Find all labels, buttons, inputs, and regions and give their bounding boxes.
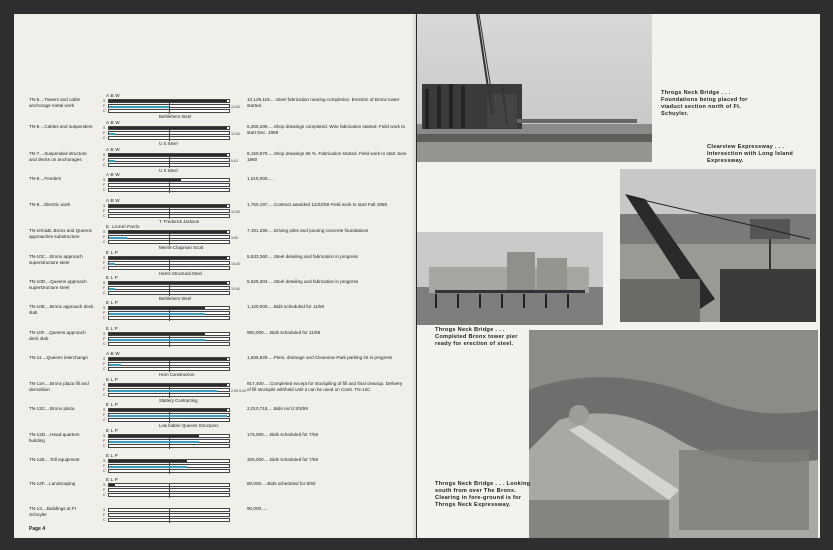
- caption-foundations: Throgs Neck Bridge . . . Foundations being placed for viaduct section north of Ft. Schuyler.: [661, 90, 748, 117]
- progress-track: [108, 230, 230, 234]
- subcontractor-label: Bethlehem Steel: [159, 296, 192, 301]
- progress-fill-actual: [109, 441, 199, 443]
- schedule-row: [29, 120, 409, 148]
- completion-date: 3-60: [231, 236, 239, 240]
- progress-track: [108, 266, 230, 270]
- progress-track: [108, 493, 230, 497]
- row-label: TN-12C....Bronx plaza: [29, 406, 75, 411]
- row-label: TN-6....Cables and suspenders: [29, 124, 93, 129]
- amount-status: 9,150,970.....Shop drawings 65 %. Fabrication started. Field work to start June 1960: [247, 151, 407, 162]
- completion-date: 12-60: [231, 132, 241, 136]
- progress-fill-actual: [109, 313, 205, 315]
- progress-fill: [109, 484, 115, 486]
- row-label: TN-12D....Head-quarters building: [29, 432, 80, 443]
- progress-track: [108, 281, 230, 285]
- progress-track: [108, 104, 230, 108]
- progress-fill-actual: [109, 415, 227, 417]
- amount-status: 2,010,718.....Bids rec'd 3/3/59: [247, 406, 308, 411]
- amount-status: 1,015,000.....: [247, 176, 274, 181]
- progress-track: [108, 508, 230, 512]
- progress-track: [108, 188, 230, 192]
- progress-track: [108, 357, 230, 361]
- progress-track: [108, 183, 230, 187]
- schedule-row: [29, 326, 409, 354]
- completion-date: 12-60: [231, 210, 241, 214]
- completion-date: 12-60: [231, 105, 241, 109]
- progress-track: [108, 163, 230, 167]
- progress-track: [108, 256, 230, 260]
- progress-fill-actual: [109, 390, 217, 392]
- track-divider: [169, 518, 170, 523]
- track-divider: [169, 469, 170, 474]
- phase-letters: S F C: [103, 383, 106, 397]
- amount-status: 917,400.....Completed except for stockpiling of fill and final cleanup. Delivery of fill stockpile withheld until it can be used on Contr. TN-12C: [247, 381, 403, 392]
- phase-letters: S F C: [103, 459, 106, 473]
- amount-status: 325,000.....Bids scheduled for 7/59: [247, 457, 318, 462]
- amount-status: 1,120,000.....Bids scheduled for 11/59: [247, 304, 325, 309]
- amount-status: 10,129,119.....Steel fabrication nearing completion. Erection of Bronx tower started: [247, 97, 400, 108]
- phase-letters: S F C: [103, 408, 106, 422]
- amount-status: 7,191,290.....Driving piles and pouring concrete foundations: [247, 228, 369, 233]
- progress-track: [108, 469, 230, 473]
- progress-fill: [109, 231, 227, 233]
- contractor-label: A B W: [106, 198, 120, 203]
- progress-fill: [109, 435, 199, 437]
- progress-track: [108, 513, 230, 517]
- row-label: TN-12E....Toll equipment: [29, 457, 80, 462]
- row-label: TN-10C....Bronx approach superstructure steel: [29, 254, 83, 265]
- phase-letters: S F C: [103, 332, 106, 346]
- progress-track: [108, 464, 230, 468]
- amount-status: 176,000.....Bids scheduled for 7/59: [247, 432, 318, 437]
- subcontractor-label: Harris Structural Steel: [159, 271, 202, 276]
- schedule-row: [29, 198, 409, 226]
- row-label: TN-9....Electric work: [29, 202, 71, 207]
- subcontractor-label: U S Steel: [159, 141, 178, 146]
- contractor-label: A B W: [106, 120, 120, 125]
- progress-track: [108, 291, 230, 295]
- subcontractor-label: Low bidder-Queens Structures: [159, 423, 219, 428]
- amount-status: 960,000.....Bids scheduled for 11/59: [247, 330, 321, 335]
- progress-track: [108, 178, 230, 182]
- progress-fill: [109, 205, 227, 207]
- schedule-row: [29, 147, 409, 175]
- contractor-label: E L P: [106, 275, 119, 280]
- progress-track: [108, 444, 230, 448]
- schedule-row: [29, 224, 409, 252]
- progress-track: [108, 488, 230, 492]
- progress-fill: [109, 100, 227, 102]
- schedule-row: [29, 93, 409, 121]
- progress-track: [108, 337, 230, 341]
- track-divider: [169, 342, 170, 347]
- progress-fill-actual: [109, 364, 121, 366]
- progress-fill-actual: [109, 339, 205, 341]
- progress-track: [108, 126, 230, 130]
- row-label: TN-12F....Landscaping: [29, 481, 76, 486]
- amount-status: 1,935,829.....Piers, drainage and Clearview Park parking lot in progress: [247, 355, 393, 360]
- contractor-label: E L P: [106, 402, 119, 407]
- progress-track: [108, 311, 230, 315]
- progress-fill: [109, 409, 227, 411]
- row-label: TN-10E....Bronx approach deck slab: [29, 304, 94, 315]
- amount-status: 90,000.....: [247, 506, 268, 511]
- progress-track: [108, 204, 230, 208]
- subcontractor-label: T. Frederick Jackson: [159, 219, 200, 224]
- schedule-row: [29, 453, 409, 481]
- phase-letters: S F C: [103, 230, 106, 244]
- contractor-label: E L P: [106, 250, 119, 255]
- row-label: TN-10A&B..Bronx and Queens approaches substructure: [29, 228, 92, 239]
- progress-track: [108, 342, 230, 346]
- progress-fill: [109, 282, 227, 284]
- progress-track: [108, 261, 230, 265]
- phase-letters: S F C: [103, 508, 106, 522]
- subcontractor-label: Merritt-Chapman Scott: [159, 245, 204, 250]
- schedule-row: [29, 506, 409, 530]
- schedule-row: [29, 351, 409, 379]
- progress-fill: [109, 257, 227, 259]
- amount-status: 6,258,339.....Shop drawings completed. Wire fabrication started. Field work to start Dec. 1959: [247, 124, 406, 135]
- contractor-label: E L P: [106, 300, 119, 305]
- progress-fill: [109, 179, 181, 181]
- phase-letters: S F C: [103, 306, 106, 320]
- progress-track: [108, 136, 230, 140]
- amount-status: 80,000.....Bids scheduled for 8/60: [247, 481, 316, 486]
- completion-date: 10-60: [231, 287, 241, 291]
- progress-fill: [109, 358, 227, 360]
- progress-fill-actual: [109, 106, 169, 108]
- contractor-label: E L P: [106, 477, 119, 482]
- subcontractor-label: Slattery Contracting: [159, 398, 198, 403]
- progress-track: [108, 518, 230, 522]
- track-divider: [169, 316, 170, 321]
- progress-track: [108, 316, 230, 320]
- contractor-label: E L P: [106, 326, 119, 331]
- completion-date: 10-60: [231, 262, 241, 266]
- row-label: TN-5....Towers and cable anchorage metal work: [29, 97, 81, 108]
- progress-track: [108, 393, 230, 397]
- caption-clearview: Clearview Expressway . . . Intersection with Long Island Expressway.: [707, 144, 794, 164]
- subcontractor-label: Bethlehem Steel: [159, 114, 192, 119]
- row-label: TN-8....Fenders: [29, 176, 62, 181]
- phase-letters: S F C: [103, 483, 106, 497]
- progress-fill: [109, 154, 227, 156]
- photo-tower-pier: [417, 232, 603, 325]
- progress-track: [108, 459, 230, 463]
- contractor-label: A B W: [106, 93, 120, 98]
- progress-track: [108, 209, 230, 213]
- progress-track: [108, 362, 230, 366]
- phase-letters: S F C: [103, 434, 106, 448]
- schedule-row: [29, 172, 409, 200]
- progress-track: [108, 439, 230, 443]
- contractor-label: A B W: [106, 172, 120, 177]
- amount-status: 5,533,360.....Steel detailing and fabrication in progress: [247, 254, 359, 259]
- row-label: TN-13....Buildings at Ft Schuyler: [29, 506, 76, 517]
- progress-track: [108, 367, 230, 371]
- progress-track: [108, 408, 230, 412]
- progress-track: [108, 158, 230, 162]
- progress-fill-actual: [109, 263, 115, 265]
- row-label: TN-7....Suspended structure and decks on anchorages: [29, 151, 87, 162]
- phase-letters: S F C: [103, 357, 106, 371]
- progress-track: [108, 332, 230, 336]
- progress-track: [108, 286, 230, 290]
- schedule-row: [29, 402, 409, 430]
- page-number: Page 4: [29, 526, 46, 532]
- left-page: [14, 14, 416, 538]
- schedule-row: [29, 477, 409, 505]
- progress-track: [108, 153, 230, 157]
- row-label: TN-12A....Bronx plaza fill and demolition: [29, 381, 89, 392]
- schedule-row: [29, 377, 409, 405]
- progress-track: [108, 235, 230, 239]
- phase-letters: S F C: [103, 256, 106, 270]
- completion-date: 6-61: [231, 159, 239, 163]
- track-divider: [169, 188, 170, 193]
- progress-fill-actual: [109, 237, 127, 239]
- contractor-label: A B W: [106, 147, 120, 152]
- progress-track: [108, 131, 230, 135]
- row-label: TN-10D....Queens approach superstructure steel: [29, 279, 87, 290]
- track-divider: [169, 444, 170, 449]
- row-label: TN-11....Queens interchange: [29, 355, 88, 360]
- phase-letters: S F C: [103, 99, 106, 113]
- photo-clearview: [620, 169, 816, 322]
- progress-fill: [109, 460, 187, 462]
- phase-letters: S F C: [103, 178, 106, 192]
- contractor-label: E L P: [106, 453, 119, 458]
- caption-aerial: Throgs Neck Bridge . . . Looking south from over The Bronx. Clearing in fore-ground is for Throgs Neck Expressway.: [435, 481, 531, 508]
- contractor-label: E L P: [106, 428, 119, 433]
- progress-track: [108, 306, 230, 310]
- schedule-row: [29, 300, 409, 328]
- progress-fill: [109, 127, 227, 129]
- schedule-row: [29, 428, 409, 456]
- phase-letters: S F C: [103, 153, 106, 167]
- contractor-label: A B W: [106, 351, 120, 356]
- progress-track: [108, 434, 230, 438]
- track-divider: [169, 493, 170, 498]
- contractor-label: E L P: [106, 377, 119, 382]
- progress-track: [108, 214, 230, 218]
- subcontractor-label: U S Steel: [159, 168, 178, 173]
- row-label: TN-10F....Queens approach deck slab: [29, 330, 86, 341]
- progress-track: [108, 99, 230, 103]
- phase-letters: S F C: [103, 204, 106, 218]
- subcontractor-label: Horn Construction: [159, 372, 195, 377]
- contractor-label: E. Lionel Pavlo: [106, 224, 140, 229]
- progress-fill-actual: [109, 133, 115, 135]
- phase-letters: S F C: [103, 281, 106, 295]
- right-page: [417, 14, 820, 538]
- completion-date: 2-59 6-59: [231, 389, 247, 393]
- progress-track: [108, 388, 230, 392]
- progress-track: [108, 413, 230, 417]
- caption-tower-pier: Throgs Neck Bridge . . . Completed Bronx tower pier ready for erection of steel.: [435, 327, 518, 347]
- progress-fill: [109, 384, 227, 386]
- amount-status: 1,750,197.....Contract awarded 12/22/58 Field work to start Fall 1959: [247, 202, 387, 207]
- progress-fill-actual: [109, 160, 115, 162]
- amount-status: 5,626,304.....Steel detailing and fabrication in progress: [247, 279, 359, 284]
- progress-fill-actual: [109, 466, 187, 468]
- progress-fill: [109, 333, 205, 335]
- schedule-row: [29, 250, 409, 278]
- progress-track: [108, 240, 230, 244]
- schedule-row: [29, 275, 409, 303]
- progress-fill: [109, 307, 205, 309]
- progress-fill-actual: [109, 288, 115, 290]
- photo-foundations: [417, 14, 652, 162]
- progress-track: [108, 418, 230, 422]
- phase-letters: S F C: [103, 126, 106, 140]
- progress-track: [108, 483, 230, 487]
- progress-track: [108, 109, 230, 113]
- progress-track: [108, 383, 230, 387]
- photo-aerial: [529, 330, 818, 538]
